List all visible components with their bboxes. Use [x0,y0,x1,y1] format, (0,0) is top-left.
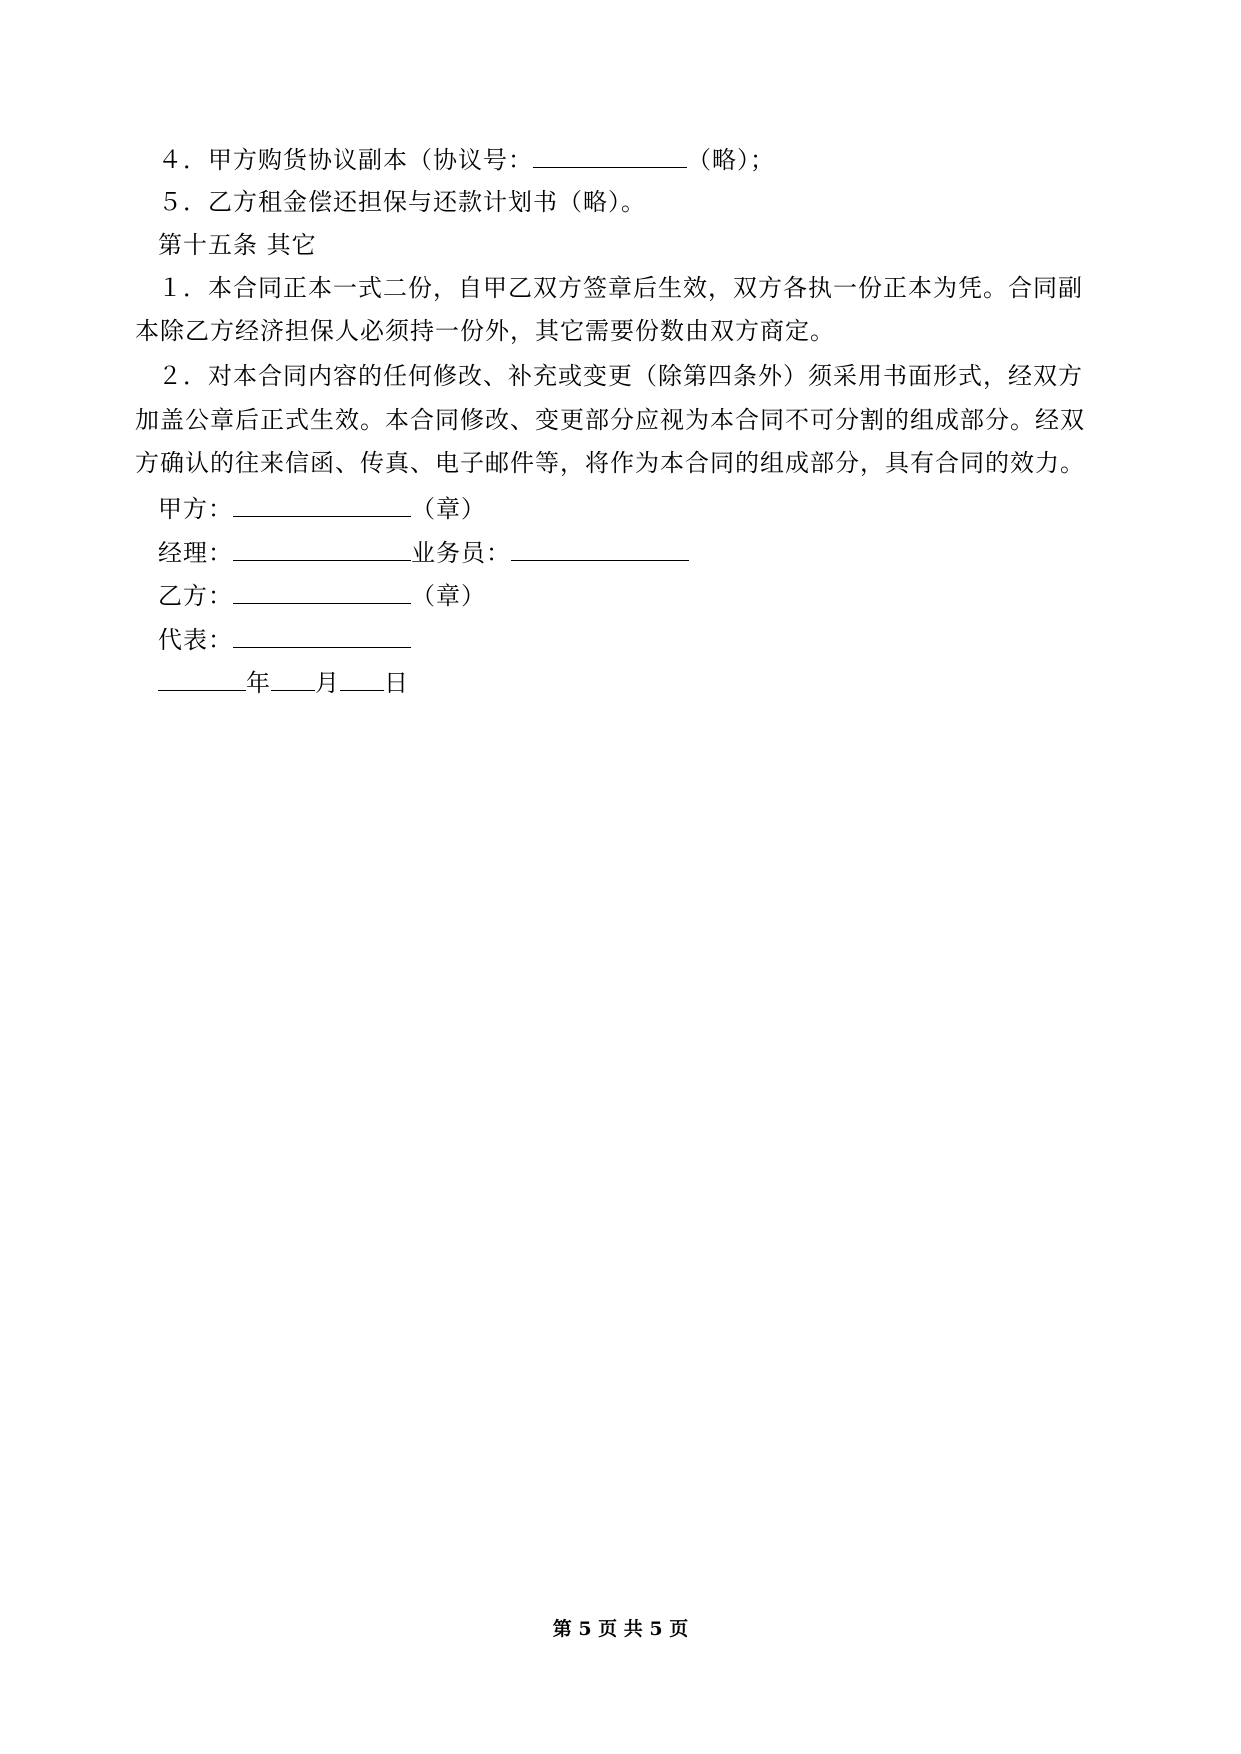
item-4 [158,143,775,175]
salesman-label: 业务员： [411,539,511,567]
article-15-title: 第十五条 其它 [158,231,317,259]
paragraph-2-line-2: 加盖公章后正式生效。本合同修改、变更部分应视为本合同不可分割的组成部分。经双 [135,406,1085,434]
manager-label: 经理： [158,539,233,567]
party-b-row [158,579,486,611]
party-b-label: 乙方： [158,582,233,610]
paragraph-1-line-2: 本除乙方经济担保人必须持一份外，其它需要份数由双方商定。 [135,317,835,345]
paragraph-2-line-1: ２．对本合同内容的任何修改、补充或变更（除第四条外）须采用书面形式，经双方 [158,362,1083,390]
date-row [158,666,409,698]
party-a-blank[interactable] [233,492,411,517]
year-label: 年 [246,669,271,697]
page-footer: 第 5 页 共 5 页 [552,1618,689,1640]
representative-blank[interactable] [233,623,411,648]
party-b-seal: （章） [411,582,486,610]
salesman-blank[interactable] [511,536,689,561]
paragraph-1-line-1: １．本合同正本一式二份，自甲乙双方签章后生效，双方各执一份正本为凭。合同副 [158,274,1083,302]
month-label: 月 [315,669,340,697]
party-a-label: 甲方： [158,495,233,523]
day-blank[interactable] [340,666,384,691]
manager-row [158,536,689,568]
manager-blank[interactable] [233,536,411,561]
paragraph-2-line-3: 方确认的往来信函、传真、电子邮件等，将作为本合同的组成部分，具有合同的效力。 [135,449,1085,477]
year-blank[interactable] [158,666,246,691]
party-b-blank[interactable] [233,579,411,604]
item-4-label: ４．甲方购货协议副本（协议号： [158,146,533,174]
month-blank[interactable] [271,666,315,691]
representative-row [158,623,411,655]
day-label: 日 [384,669,409,697]
representative-label: 代表： [158,626,233,654]
item-5: ５．乙方租金偿还担保与还款计划书（略）。 [158,188,646,216]
item-4-end: （略）； [687,146,775,174]
party-a-seal: （章） [411,495,486,523]
party-a-row [158,492,486,524]
agreement-number-blank[interactable] [533,143,687,168]
